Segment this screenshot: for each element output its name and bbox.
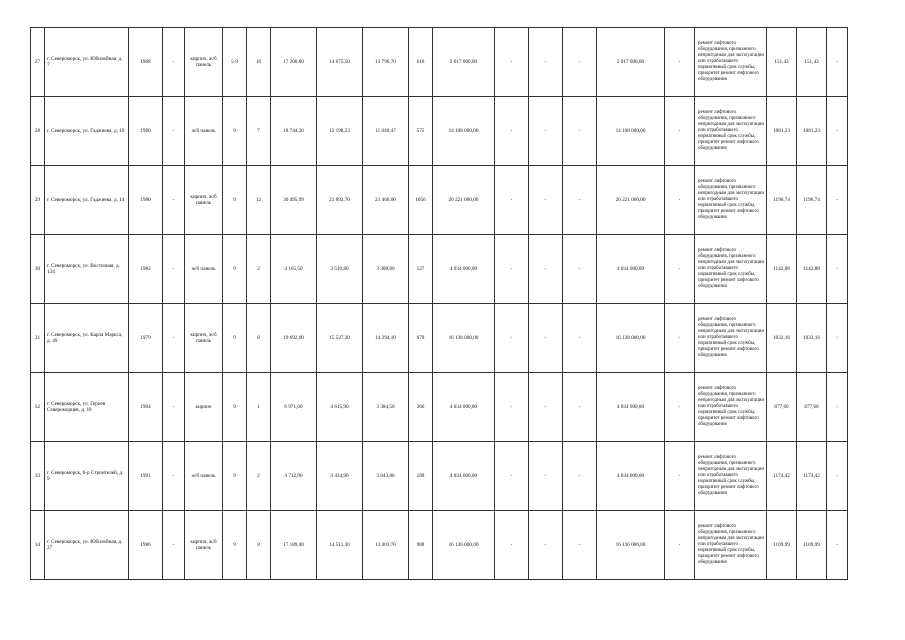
dash-cell: - (163, 511, 185, 580)
dash-cell: - (163, 28, 185, 97)
residential-area-cell: 13 401,70 (363, 511, 409, 580)
floors-cell: 9 (223, 304, 247, 373)
address-cell: г. Североморск, ул. Героев Североморцев, д. 18 (45, 373, 129, 442)
total-cost-cell: 4 034 000,00 (433, 373, 495, 442)
specific-cost-cell: 1081,23 (767, 97, 797, 166)
living-area-cell: 14 511,30 (317, 511, 363, 580)
dash-cell: - (529, 442, 563, 511)
specific-cost-cell: 1142,88 (767, 235, 797, 304)
living-area-cell: 3 434,90 (317, 442, 363, 511)
table-row (31, 511, 848, 580)
residents-cell: 127 (409, 235, 433, 304)
total-cost-cell: 14 108 000,00 (433, 97, 495, 166)
address-cell: г. Североморск, б-р Строителей, д. 9 (45, 442, 129, 511)
address-cell: г. Североморск, ул. Юбилейная, д. 27 (45, 511, 129, 580)
year-cell: 1980 (129, 166, 163, 235)
wall-material-cell: кирпич, ж/б панель (185, 511, 223, 580)
entrances-cell: 2 (247, 235, 271, 304)
max-specific-cost-cell: 151,43 (797, 28, 827, 97)
max-specific-cost-cell: 1081,23 (797, 97, 827, 166)
works-description-cell: ремонт лифтового оборудования, признанного непригодным для эксплуатации или отработавшего нормативный срок службы, приоритет ремонт лифтового оборудования (695, 235, 767, 304)
specific-cost-cell: 151,43 (767, 28, 797, 97)
wall-material-cell: кирпич, ж/б панель (185, 304, 223, 373)
residential-area-cell: 11 640,47 (363, 97, 409, 166)
living-area-cell: 21 892,70 (317, 166, 363, 235)
row-number-cell: 30 (31, 235, 45, 304)
living-area-cell: 3 510,80 (317, 235, 363, 304)
table-row (31, 28, 848, 97)
dash-cell: - (529, 235, 563, 304)
specific-cost-cell: 1174,42 (767, 442, 797, 511)
year-cell: 1982 (129, 235, 163, 304)
entrances-cell: 8 (247, 304, 271, 373)
floors-cell: 9 (223, 97, 247, 166)
max-specific-cost-cell: 1174,42 (797, 442, 827, 511)
row-number-cell: 31 (31, 304, 45, 373)
total-area-cell: 6 971,60 (271, 373, 317, 442)
dash-cell: - (563, 166, 597, 235)
dash-cell: - (665, 304, 695, 373)
max-specific-cost-cell: 1196,74 (797, 166, 827, 235)
dash-cell: - (827, 304, 848, 373)
dash-cell: - (665, 166, 695, 235)
entrances-cell: 2 (247, 442, 271, 511)
living-area-cell: 14 675,50 (317, 28, 363, 97)
wall-material-cell: ж/б панель (185, 442, 223, 511)
wall-material-cell: ж/б панель (185, 235, 223, 304)
year-cell: 1986 (129, 511, 163, 580)
dash-cell: - (495, 442, 529, 511)
residential-area-cell: 13 790,70 (363, 28, 409, 97)
table-row (31, 373, 848, 442)
max-specific-cost-cell: 1032,16 (797, 304, 827, 373)
dash-cell: - (563, 373, 597, 442)
works-description-cell: ремонт лифтового оборудования, признанного непригодным для эксплуатации или отработавшего нормативный срок службы, приоритет ремонт лифтового оборудования (695, 511, 767, 580)
table-body (31, 28, 848, 580)
dash-cell: - (495, 235, 529, 304)
total-area-cell: 17 200,00 (271, 28, 317, 97)
dash-cell: - (665, 28, 695, 97)
dash-cell: - (529, 97, 563, 166)
floors-cell: 9 (223, 511, 247, 580)
specific-cost-cell: 1109,99 (767, 511, 797, 580)
wall-material-cell: кирпич, ж/б панель (185, 166, 223, 235)
specific-cost-cell: 877,60 (767, 373, 797, 442)
wall-material-cell: кирпич, ж/б панель (185, 28, 223, 97)
total-area-cell: 17 189,40 (271, 511, 317, 580)
dash-cell: - (495, 166, 529, 235)
year-cell: 1980 (129, 97, 163, 166)
residents-cell: 575 (409, 97, 433, 166)
dash-cell: - (495, 373, 529, 442)
fund-cost-cell: 16 138 000,00 (597, 304, 665, 373)
total-area-cell: 4 712,96 (271, 442, 317, 511)
year-cell: 1984 (129, 373, 163, 442)
dash-cell: - (665, 442, 695, 511)
dash-cell: - (665, 373, 695, 442)
floors-cell: 9 (223, 373, 247, 442)
dash-cell: - (827, 166, 848, 235)
works-description-cell: ремонт лифтового оборудования, признанного непригодным для эксплуатации или отработавшего нормативный срок службы, приоритет ремонт лифтового оборудования (695, 304, 767, 373)
dash-cell: - (163, 373, 185, 442)
works-description-cell: ремонт лифтового оборудования, признанного непригодным для эксплуатации или отработавшего нормативный срок службы, приоритет ремонт лифтового оборудования (695, 97, 767, 166)
dash-cell: - (827, 235, 848, 304)
specific-cost-cell: 1032,16 (767, 304, 797, 373)
year-cell: 1968 (129, 28, 163, 97)
total-cost-cell: 4 034 000,00 (433, 235, 495, 304)
dash-cell: - (163, 235, 185, 304)
dash-cell: - (563, 28, 597, 97)
dash-cell: - (163, 442, 185, 511)
total-cost-cell: 2 017 000,00 (433, 28, 495, 97)
total-area-cell: 30 495,99 (271, 166, 317, 235)
dash-cell: - (495, 97, 529, 166)
residents-cell: 988 (409, 511, 433, 580)
dash-cell: - (163, 97, 185, 166)
dash-cell: - (563, 511, 597, 580)
total-area-cell: 4 165,50 (271, 235, 317, 304)
dash-cell: - (665, 97, 695, 166)
entrances-cell: 8 (247, 511, 271, 580)
works-description-cell: ремонт лифтового оборудования, признанного непригодным для эксплуатации или отработавшего нормативный срок службы, приоритет ремонт лифтового оборудования (695, 442, 767, 511)
year-cell: 1991 (129, 442, 163, 511)
specific-cost-cell: 1196,74 (767, 166, 797, 235)
floors-cell: 5-9 (223, 28, 247, 97)
address-cell: г. Североморск, ул. Юбилейная, д. 7 (45, 28, 129, 97)
dash-cell: - (827, 442, 848, 511)
dash-cell: - (563, 235, 597, 304)
table-row (31, 166, 848, 235)
dash-cell: - (529, 304, 563, 373)
address-cell: г. Североморск, ул. Гаджиева, д. 14 (45, 166, 129, 235)
dash-cell: - (529, 28, 563, 97)
wall-material-cell: кирпич (185, 373, 223, 442)
row-number-cell: 28 (31, 97, 45, 166)
works-description-cell: ремонт лифтового оборудования, признанного непригодным для эксплуатации или отработавшего нормативный срок службы, приоритет ремонт лифтового оборудования (695, 28, 767, 97)
works-description-cell: ремонт лифтового оборудования, признанного непригодным для эксплуатации или отработавшего нормативный срок службы, приоритет ремонт лифтового оборудования (695, 373, 767, 442)
residential-area-cell: 14 294,10 (363, 304, 409, 373)
entrances-cell: 16 (247, 28, 271, 97)
address-cell: г. Североморск, ул. Карла Маркса, д. 49 (45, 304, 129, 373)
dash-cell: - (827, 28, 848, 97)
total-cost-cell: 26 221 000,00 (433, 166, 495, 235)
row-number-cell: 34 (31, 511, 45, 580)
dash-cell: - (163, 304, 185, 373)
buildings-table (30, 27, 848, 580)
fund-cost-cell: 4 034 000,00 (597, 373, 665, 442)
living-area-cell: 15 537,20 (317, 304, 363, 373)
residents-cell: 1056 (409, 166, 433, 235)
total-cost-cell: 16 136 000,00 (433, 511, 495, 580)
dash-cell: - (665, 511, 695, 580)
works-description-cell: ремонт лифтового оборудования, признанного непригодным для эксплуатации или отработавшего нормативный срок службы, приоритет ремонт лифтового оборудования (695, 166, 767, 235)
dash-cell: - (563, 442, 597, 511)
residents-cell: 616 (409, 28, 433, 97)
table-row (31, 442, 848, 511)
row-number-cell: 27 (31, 28, 45, 97)
dash-cell: - (665, 235, 695, 304)
dash-cell: - (495, 28, 529, 97)
fund-cost-cell: 4 034 000,00 (597, 235, 665, 304)
residential-area-cell: 3 043,86 (363, 442, 409, 511)
dash-cell: - (529, 511, 563, 580)
total-area-cell: 19 692,00 (271, 304, 317, 373)
dash-cell: - (563, 97, 597, 166)
wall-material-cell: ж/б панель (185, 97, 223, 166)
max-specific-cost-cell: 877,60 (797, 373, 827, 442)
floors-cell: 9 (223, 235, 247, 304)
living-area-cell: 12 198,23 (317, 97, 363, 166)
address-cell: г. Североморск, ул. Гаджиева, д. 10 (45, 97, 129, 166)
dash-cell: - (529, 166, 563, 235)
total-area-cell: 18 744,30 (271, 97, 317, 166)
row-number-cell: 32 (31, 373, 45, 442)
dash-cell: - (529, 373, 563, 442)
living-area-cell: 4 615,90 (317, 373, 363, 442)
dash-cell: - (827, 373, 848, 442)
entrances-cell: 12 (247, 166, 271, 235)
address-cell: г. Североморск, ул. Восточная, д. 124 (45, 235, 129, 304)
max-specific-cost-cell: 1142,88 (797, 235, 827, 304)
residents-cell: 366 (409, 373, 433, 442)
fund-cost-cell: 4 034 000,00 (597, 442, 665, 511)
floors-cell: 9 (223, 442, 247, 511)
max-specific-cost-cell: 1109,99 (797, 511, 827, 580)
fund-cost-cell: 14 108 000,00 (597, 97, 665, 166)
entrances-cell: 1 (247, 373, 271, 442)
residential-area-cell: 3 308,80 (363, 235, 409, 304)
table-row (31, 97, 848, 166)
total-cost-cell: 4 034 000,00 (433, 442, 495, 511)
residential-area-cell: 3 384,50 (363, 373, 409, 442)
row-number-cell: 29 (31, 166, 45, 235)
fund-cost-cell: 2 017 000,00 (597, 28, 665, 97)
fund-cost-cell: 16 136 000,00 (597, 511, 665, 580)
dash-cell: - (563, 304, 597, 373)
row-number-cell: 33 (31, 442, 45, 511)
dash-cell: - (163, 166, 185, 235)
table-row (31, 304, 848, 373)
fund-cost-cell: 26 221 000,00 (597, 166, 665, 235)
total-cost-cell: 16 138 000,00 (433, 304, 495, 373)
dash-cell: - (495, 304, 529, 373)
dash-cell: - (827, 97, 848, 166)
floors-cell: 9 (223, 166, 247, 235)
entrances-cell: 7 (247, 97, 271, 166)
residential-area-cell: 21 466,00 (363, 166, 409, 235)
dash-cell: - (495, 511, 529, 580)
year-cell: 1979 (129, 304, 163, 373)
residents-cell: 679 (409, 304, 433, 373)
table-row (31, 235, 848, 304)
dash-cell: - (827, 511, 848, 580)
residents-cell: 189 (409, 442, 433, 511)
